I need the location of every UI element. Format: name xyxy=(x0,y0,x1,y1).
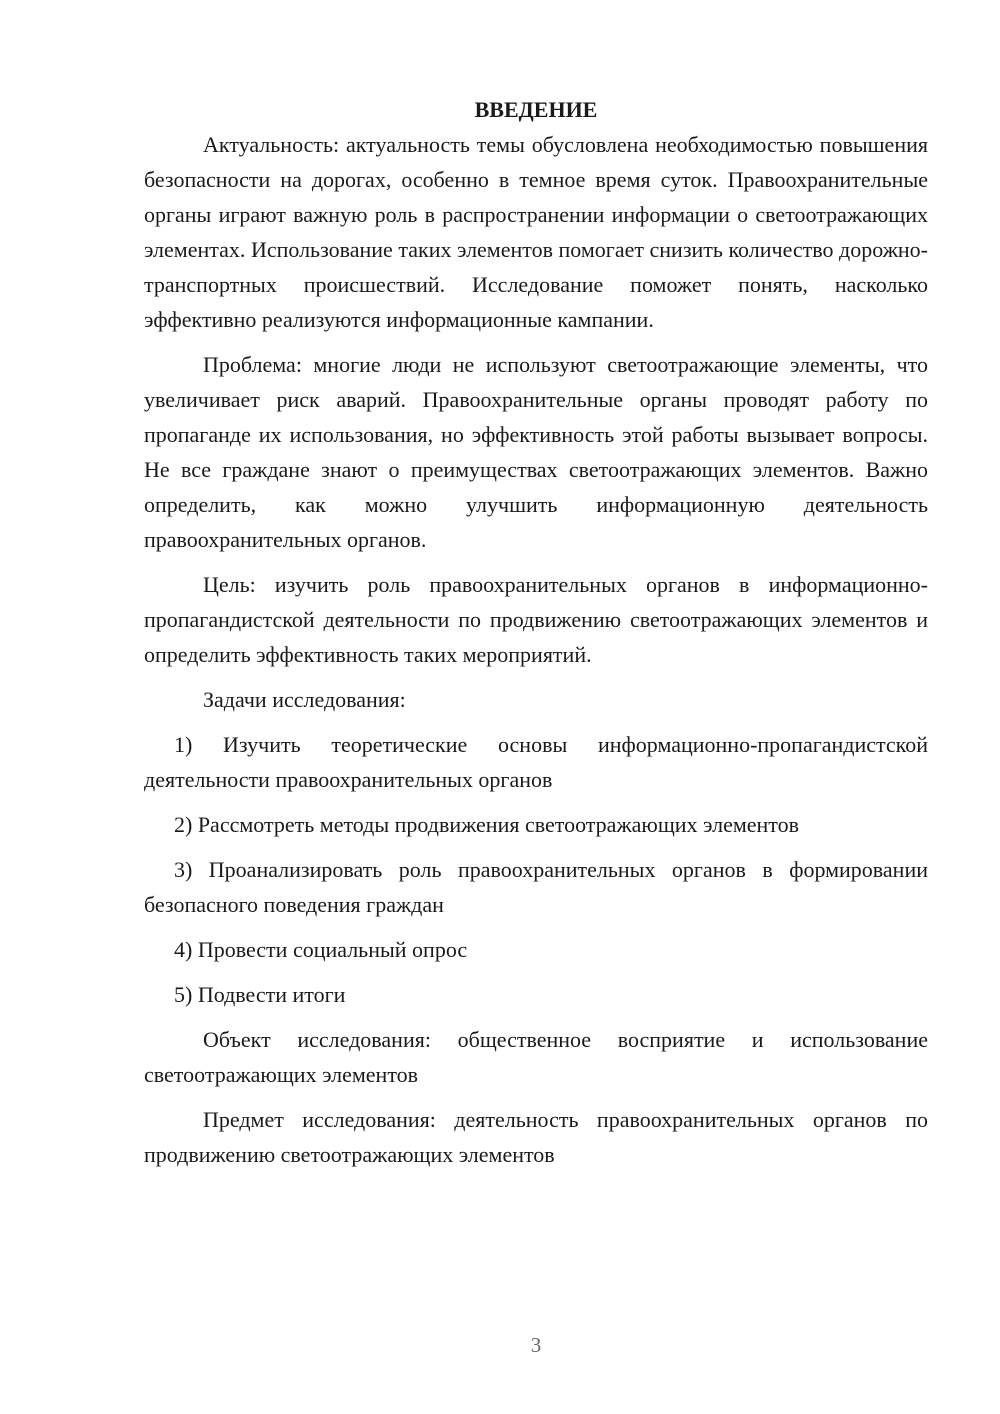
task-item: 5) Подвести итоги xyxy=(174,982,346,1007)
task-item: 3) Проанализировать роль правоохранительных органов в формировании безопасного поведения граждан xyxy=(144,857,928,917)
problem-paragraph: Проблема: многие люди не используют светоотражающие элементы, что увеличивает риск аварий. Правоохранительные органы проводят работу по пропаганде их использования, но эффективность этой работы вызывает вопросы. Не все граждане знают о преимуществах светоотражающих элементов. Важно определить, как можно улучшить информационную деятельность правоохранительных органов. xyxy=(144,352,928,552)
research-object-paragraph: Объект исследования: общественное восприятие и использование светоотражающих элементов xyxy=(144,1027,928,1087)
task-item: 1) Изучить теоретические основы информационно-пропагандистской деятельности правоохранительных органов xyxy=(144,732,928,792)
page-title: ВВЕДЕНИЕ xyxy=(474,97,598,122)
task-item: 4) Провести социальный опрос xyxy=(174,937,468,962)
research-subject-paragraph: Предмет исследования: деятельность правоохранительных органов по продвижению светоотражающих элементов xyxy=(144,1107,928,1167)
task-item: 2) Рассмотреть методы продвижения светоотражающих элементов xyxy=(174,812,800,837)
page-number: 3 xyxy=(530,1333,542,1357)
goal-paragraph: Цель: изучить роль правоохранительных органов в информационно-пропагандистской деятельности по продвижению светоотражающих элементов и определить эффективность таких мероприятий. xyxy=(144,572,928,667)
relevance-paragraph: Актуальность: актуальность темы обусловлена необходимостью повышения безопасности на дорогах, особенно в темное время суток. Правоохранительные органы играют важную роль в распространении информации о светоотражающих элементах. Использование таких элементов помогает снизить количество дорожно-транспортных происшествий. Исследование поможет понять, насколько эффективно реализуются информационные кампании. xyxy=(144,132,928,332)
document-page xyxy=(144,92,928,1182)
tasks-heading: Задачи исследования: xyxy=(203,687,406,712)
